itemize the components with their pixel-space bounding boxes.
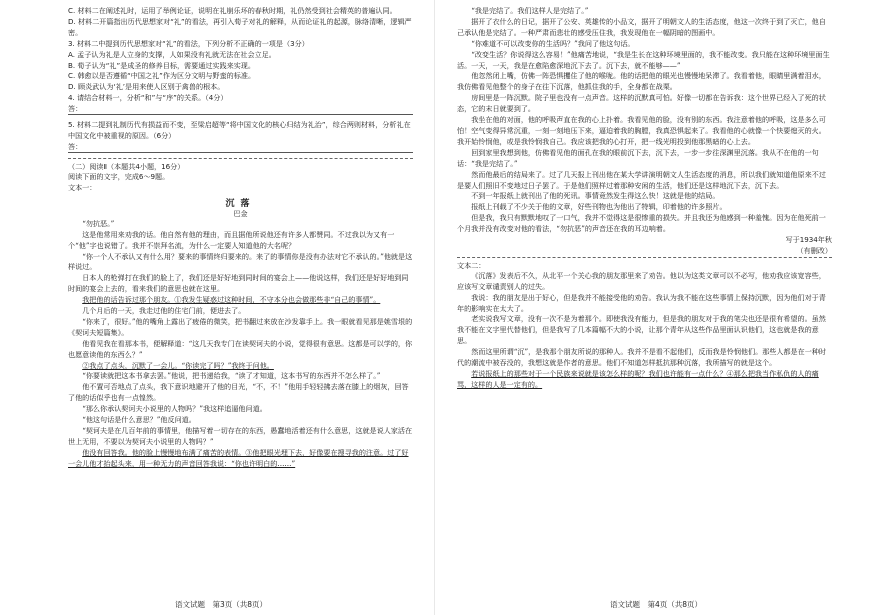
right-page	[435, 0, 870, 615]
paragraph: 我说：我的朋友是出于好心，但是我并不能接受他的劝告。我认为我不能在这些事情上保持沉默，因为他们对于青年的影响实在太大了。	[457, 292, 826, 313]
story-body	[68, 219, 413, 470]
page-footer: 语文试题 第4页（共8页）	[610, 600, 703, 609]
paragraph: “勿抗恶。”	[82, 218, 115, 228]
page-footer: 语文试题 第3页（共8页）	[175, 600, 268, 609]
q3-option-d: D. 顾炎武认为‘礼’是用来使人区别于禽兽的根本。	[68, 82, 225, 92]
paragraph: “你要读就把这本书拿去罢。”他说，把书递给我，“读了才知道，这本书写的东西并不怎么样了。”	[82, 371, 381, 381]
paragraph: “你难道不可以改变你的生活吗？”我问了他这句话。	[471, 38, 635, 48]
paragraph: 这是他常用来劝我的话。他自然有他的理由，而且据他所说他还有许多人都赞同。不过我以为又有一个“他”字也说错了。我并不崇拜名流，为什么一定要人知道他的大名呢？	[68, 229, 395, 250]
text1-label: 文本一：	[68, 182, 97, 192]
instruction: 阅读下面的文字，完成6～9题。	[68, 171, 170, 181]
paragraph: “我是完结了。我们这样人是完结了。”	[471, 6, 589, 15]
paragraph: “他这句话是什么意思？”他反问道。	[82, 415, 196, 425]
paragraph: 不到一年报纸上就刊出了他的死讯。事情竟然发生得这么快！这就是他的结局。	[471, 191, 720, 201]
q3-option-b: B. 荀子认为“礼”是成圣的修养目标，需要通过实践来实现。	[68, 60, 255, 70]
paragraph-annotated: 我把他的话告诉过那个朋友。①我发生疑惑过这种时间，不守本分也会做那些非“自己的事情”。	[82, 295, 381, 305]
text2-label: 文本二：	[457, 257, 832, 271]
paragraph: “契诃夫是在几百年前的事情里，他描写着一切存在的东西，愚蠢地活着还有什么意思，这就是说人家活在世上无用，不要以为契诃夫小说里的人物吗？”	[68, 426, 413, 446]
paragraph: 然而这里所谓“沉”，是我那个朋友所说的那种人。我并不是看不起他们，反而我是怜悯他们。那些人都是在一种时代的潮流中被吞没的，我想这就是作者的意思。他们不知道怎样抵抗那种沉落，我所描写的就是这个。	[457, 347, 827, 368]
story-body-continued	[457, 6, 832, 235]
paragraph: 报纸上刊载了不少关于他的文章，好些刊物也为他出了特辑，印着他的许多照片。	[471, 202, 727, 212]
paragraph: 回到家里我想到他，仿佛看见他的面孔在我的眼前沉下去，沉下去，一步一步往深渊里沉落。我从不在他的一句话：“我是完结了。”	[457, 147, 819, 168]
options-top	[68, 6, 413, 39]
story-note: （有删改）	[796, 245, 832, 255]
paragraph-annotated: 若说报纸上的那些对于一个民族来说就是该怎么样的呢？我们也许能有一点什么？④那么把我当作私仇的人的痛骂，这样的人是一定有的。	[457, 369, 819, 389]
answer-line-5[interactable]: 答：	[68, 142, 413, 153]
paragraph: 日本人的枪弹打在我们的脸上了，我们还是好好地到同时间的宴会上——他说这样，我们还是好好地到同时间的宴会上去的，看来我们的意思也就在这里。	[68, 273, 409, 294]
paragraph: “你一个人不承认又有什么用？要来的事情终归要来的。来了的事情你是没有办法对它不承认的。”他就是这样说过。	[68, 251, 413, 272]
paragraph: “那么你承认契诃夫小说里的人物吗？”我这样追逼他问道。	[82, 404, 267, 414]
paragraph: 据开了衣什么的日记，据开了公安、英雄传的小品文，据开了明朝文人的生活态度，他这一次终于到了灭亡，他自己承认他是完结了。一种严肃而悲壮的感受压住我，我发现他在一幅阴暗的图画中。	[457, 16, 826, 37]
story-title: 沉落	[225, 198, 256, 209]
paragraph: 我坐在他的对面，他的呼吸声直在我的心上扑着。我看见他的脸，没有别的东西。我注意着他的呼吸，这是多么可怕！空气变得异常沉重，一刻一刻地压下来，逼迫着我的胸膛，我真恐惧起来了。我看他的心就像一个快要熄灭的火。我开始怜悯他，或是我怜悯我自己。我应该把我的心打开，把一线光明投到他那黑暗的心上去。	[457, 115, 826, 146]
q3-option-c: C. 韩愈以是否遵循“中国之礼”作为区分文明与野蛮的标准。	[68, 71, 256, 81]
paragraph: 他看见我在看那本书，便解释道：“这几天我专门在读契诃夫的小说，觉得很有意思。这都是可以学的，你也愿意读他的东西么？”	[68, 338, 413, 359]
paragraph: “改变生活？你说得这么容易！”他痛苦地说，“我是生长在这种环境里面的，我不能改变。我只能在这种环境里面生活。一天，一天，我是在愈陷愈深地沉下去了。沉下去，就不能够——”	[457, 49, 830, 70]
option-c: C. 材料二在阐述礼时，运用了举例论证，说明在礼崩乐坏的春秋时期，礼仍然受到社会精英的普遍认同。	[68, 6, 397, 15]
paragraph: 《沉落》发表后不久，从北平一个关心我的朋友那里来了劝告。他以为这类文章可以不必写，他劝我应该宽容些，应该写文章谴责别人的过失。	[457, 270, 826, 291]
paragraph: 他不置可否地点了点头，我下意识地避开了他的目光，“不，不！”他用手轻轻拂去落在膝上的烟灰，回答了他的话似乎也有一点惶然。	[68, 382, 409, 403]
paragraph: 几个月后的一天，我走过他的住宅门前，便进去了。	[82, 306, 246, 316]
paragraph: 然而他最后的结局来了。过了几天报上刊出他在某大学讲演明朝文人生活态度的消息，所以我们就知道他原来不过是要人们照旧不变地过日子罢了。于是他们照样过着那种安闲的生活，他们还是这样地沉下去，沉下去。	[457, 169, 826, 190]
text2-body	[457, 271, 832, 391]
option-d: D. 材料二开篇指出历代思想家对“礼”的看法，再引入荀子对礼的解释，从而论证礼的起源，脉络清晰，逻辑严密。	[68, 16, 412, 37]
question-4: 4. 请结合材料一，分析“和”与“序”的关系。（4分）	[68, 93, 228, 103]
paragraph: 房间里是一阵沉默。院子里也没有一点声音。这样的沉默真可怕。好像一切都在告诉我：这个世界已经入了死的状态，它的末日就要到了。	[457, 93, 826, 114]
q3-option-a: A. 孟子认为礼是人立身的支撑，人如果没有礼就无法在社会立足。	[68, 49, 276, 59]
question-3: 3. 材料二中提到历代思想家对“礼”的看法，下列分析不正确的一项是（3分）	[68, 38, 309, 48]
paragraph-annotated: 他没有回答我。他的脸上慢慢地布满了痛苦的表情。③他把眼光埋下去，好像要在搜寻我的注意。过了好一会儿他才抬起头来，用一种无力的声音回答我说：“你也许明白的……”	[68, 447, 409, 468]
paragraph: 他忽然闭上嘴，仿佛一阵恐惧攫住了他的喉咙。他的话把他的眼光也慢慢地呆滞了。我看着他，眼睛里满着泪水，我仿佛看见他整个的身子在往下沉落，他抓住我的手，全身都在战栗。	[457, 71, 826, 92]
paragraph: “你来了，很好。”他的嘴角上露出了疲倦的微笑，把书翻过来放在沙发靠手上。我一眼就看见那是姚雪垠的《契诃夫短篇集》。	[68, 316, 413, 337]
story-date: 写于1934年秋	[785, 235, 832, 245]
answer-line-4[interactable]: 答：	[68, 104, 413, 115]
story-author: 巴金	[233, 208, 248, 218]
section-header: （二）阅读Ⅱ（本题共4小题，16分）	[68, 158, 413, 172]
paragraph-annotated: ②我点了点头，沉默了一会儿。“你读完了吗？”我终于问他。	[82, 360, 274, 370]
paragraph: 但是我，我只有默默地叹了一口气，我并不觉得这是很惨重的损失。并且我还为他感到一种羞愧。因为在他死前一个月我并没有改变对他的看法，“勿抗恶”的声音还在我的耳边响着。	[457, 213, 826, 234]
question-5: 5. 材料二提到礼制历代有损益而不变，至梁启超等“将中国文化的核心归结为礼治”，综合两则材料，分析礼在中国文化中被重视的原因。（6分）	[68, 120, 411, 141]
paragraph: 老实说我写文章，没有一次不是为着那个。即使我没有能力，但是我的朋友对于我的笔尖也还是很有希望的。虽然我不能在文字里代替他们，但是我写了几本篇幅不大的小说，让那个青年从这些作品里面认识他们，这也就是我的意思。	[457, 314, 826, 346]
